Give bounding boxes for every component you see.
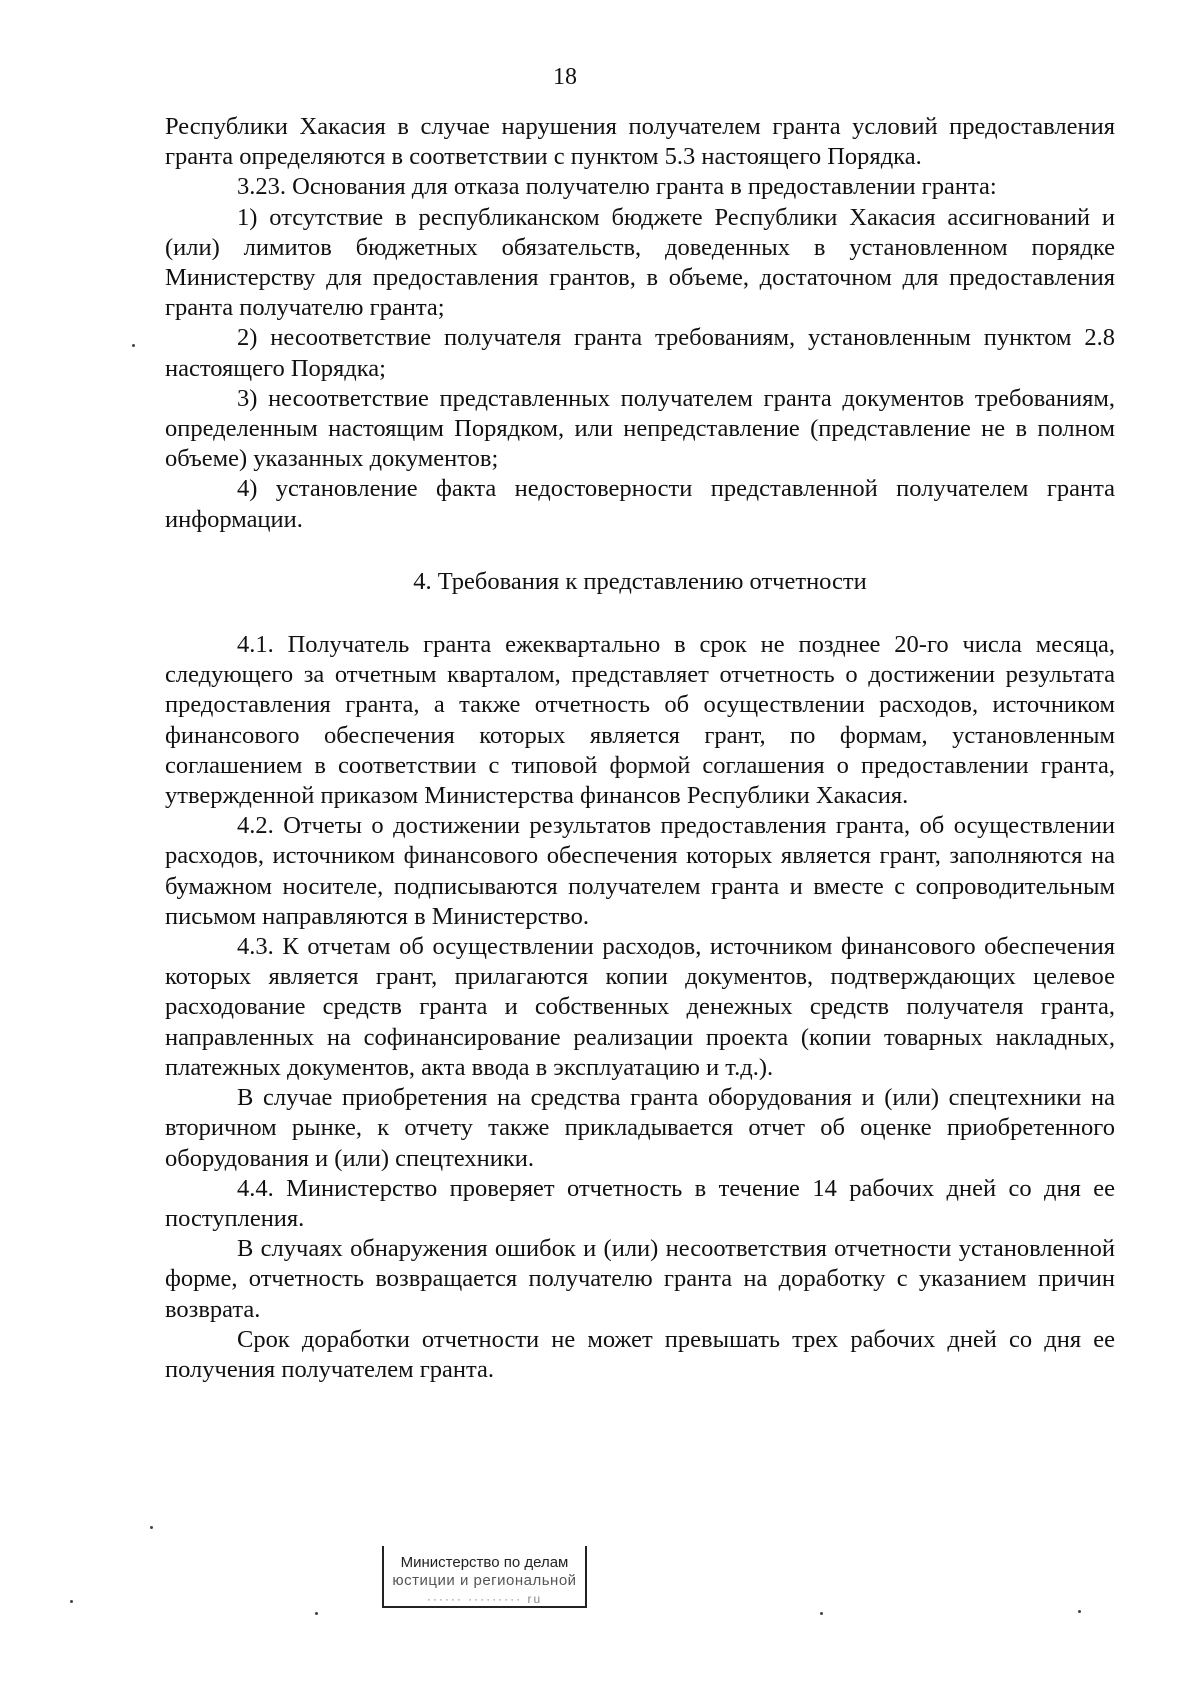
paragraph-4-1: 4.1. Получатель гранта ежеквартально в срок не позднее 20-го числа месяца, следующего за отчетным кварталом, представляет отчетность о достижении результата предоставления гранта, а также отчетность об осуществлении расходов, источником финансового обеспечения которых является грант, по формам, установленным соглашением в соответствии с типовой формой соглашения о предоставлении гранта, утвержденной приказом Министерства финансов Республики Хакасия.: [165, 631, 1115, 810]
scan-speck: [70, 1600, 73, 1603]
scan-speck: [315, 1612, 318, 1615]
paragraph-4-4-errors: В случаях обнаружения ошибок и (или) несоответствия отчетности установленной форме, отчетность возвращается получателю гранта на доработку с указанием причин возврата.: [165, 1235, 1115, 1323]
paragraph-4-3-secondhand: В случае приобретения на средства гранта оборудования и (или) спецтехники на вторичном рынке, к отчету также прикладывается отчет об оценке приобретенного оборудования и (или) спецтехники.: [165, 1084, 1115, 1172]
ministry-stamp: [382, 1546, 587, 1608]
document-body: [165, 112, 1115, 1385]
list-item-1: 1) отсутствие в республиканском бюджете Республики Хакасия ассигнований и (или) лимитов бюджетных обязательств, доведенных в установленном порядке Министерству для предоставления грантов, в объеме, достаточном для предоставления гранта получателю гранта;: [165, 203, 1115, 322]
scan-speck: [150, 1526, 153, 1529]
scan-speck: [820, 1612, 823, 1615]
paragraph-continuation: Республики Хакасия в случае нарушения получателем гранта условий предоставления гранта определяются в соответствии с пунктом 5.3 настоящего Порядка.: [165, 113, 1115, 171]
scan-speck: [132, 344, 135, 347]
list-item-2: 2) несоответствие получателя гранта требованиям, установленным пунктом 2.8 настоящего Порядка;: [165, 324, 1115, 382]
paragraph-4-3: 4.3. К отчетам об осуществлении расходов, источником финансового обеспечения которых является грант, прилагаются копии документов, подтверждающих целевое расходование средств гранта и собственных денежных средств получателя гранта, направленных на софинансирование реализации проекта (копии товарных накладных, платежных документов, акта ввода в эксплуатацию и т.д.).: [165, 933, 1115, 1081]
stamp-line-3: ······ ········· ru: [426, 1592, 543, 1606]
paragraph-3-23: 3.23. Основания для отказа получателю гранта в предоставлении гранта:: [237, 173, 997, 201]
paragraph-4-4: 4.4. Министерство проверяет отчетность в течение 14 рабочих дней со дня ее поступления.: [165, 1174, 1115, 1232]
paragraph-4-2: 4.2. Отчеты о достижении результатов предоставления гранта, об осуществлении расходов, источником финансового обеспечения которых является грант, заполняются на бумажном носителе, подписываются получателем гранта и вместе с сопроводительным письмом направляются в Министерство.: [165, 812, 1115, 930]
scan-speck: [1078, 1610, 1081, 1613]
stamp-line-2: юстиции и региональной: [392, 1572, 577, 1589]
section-heading: 4. Требования к представлению отчетности: [413, 567, 867, 595]
stamp-line-1: Министерство по делам: [400, 1554, 569, 1571]
page-number: 18: [553, 64, 577, 90]
list-item-3: 3) несоответствие представленных получателем гранта документов требованиям, определенным настоящим Порядком, или непредставление (представление не в полном объеме) указанных документов;: [165, 384, 1115, 473]
paragraph-4-4-deadline: Срок доработки отчетности не может превышать трех рабочих дней со дня ее получения получателем гранта.: [165, 1325, 1115, 1383]
list-item-4: 4) установление факта недостоверности представленной получателем гранта информации.: [165, 475, 1115, 533]
